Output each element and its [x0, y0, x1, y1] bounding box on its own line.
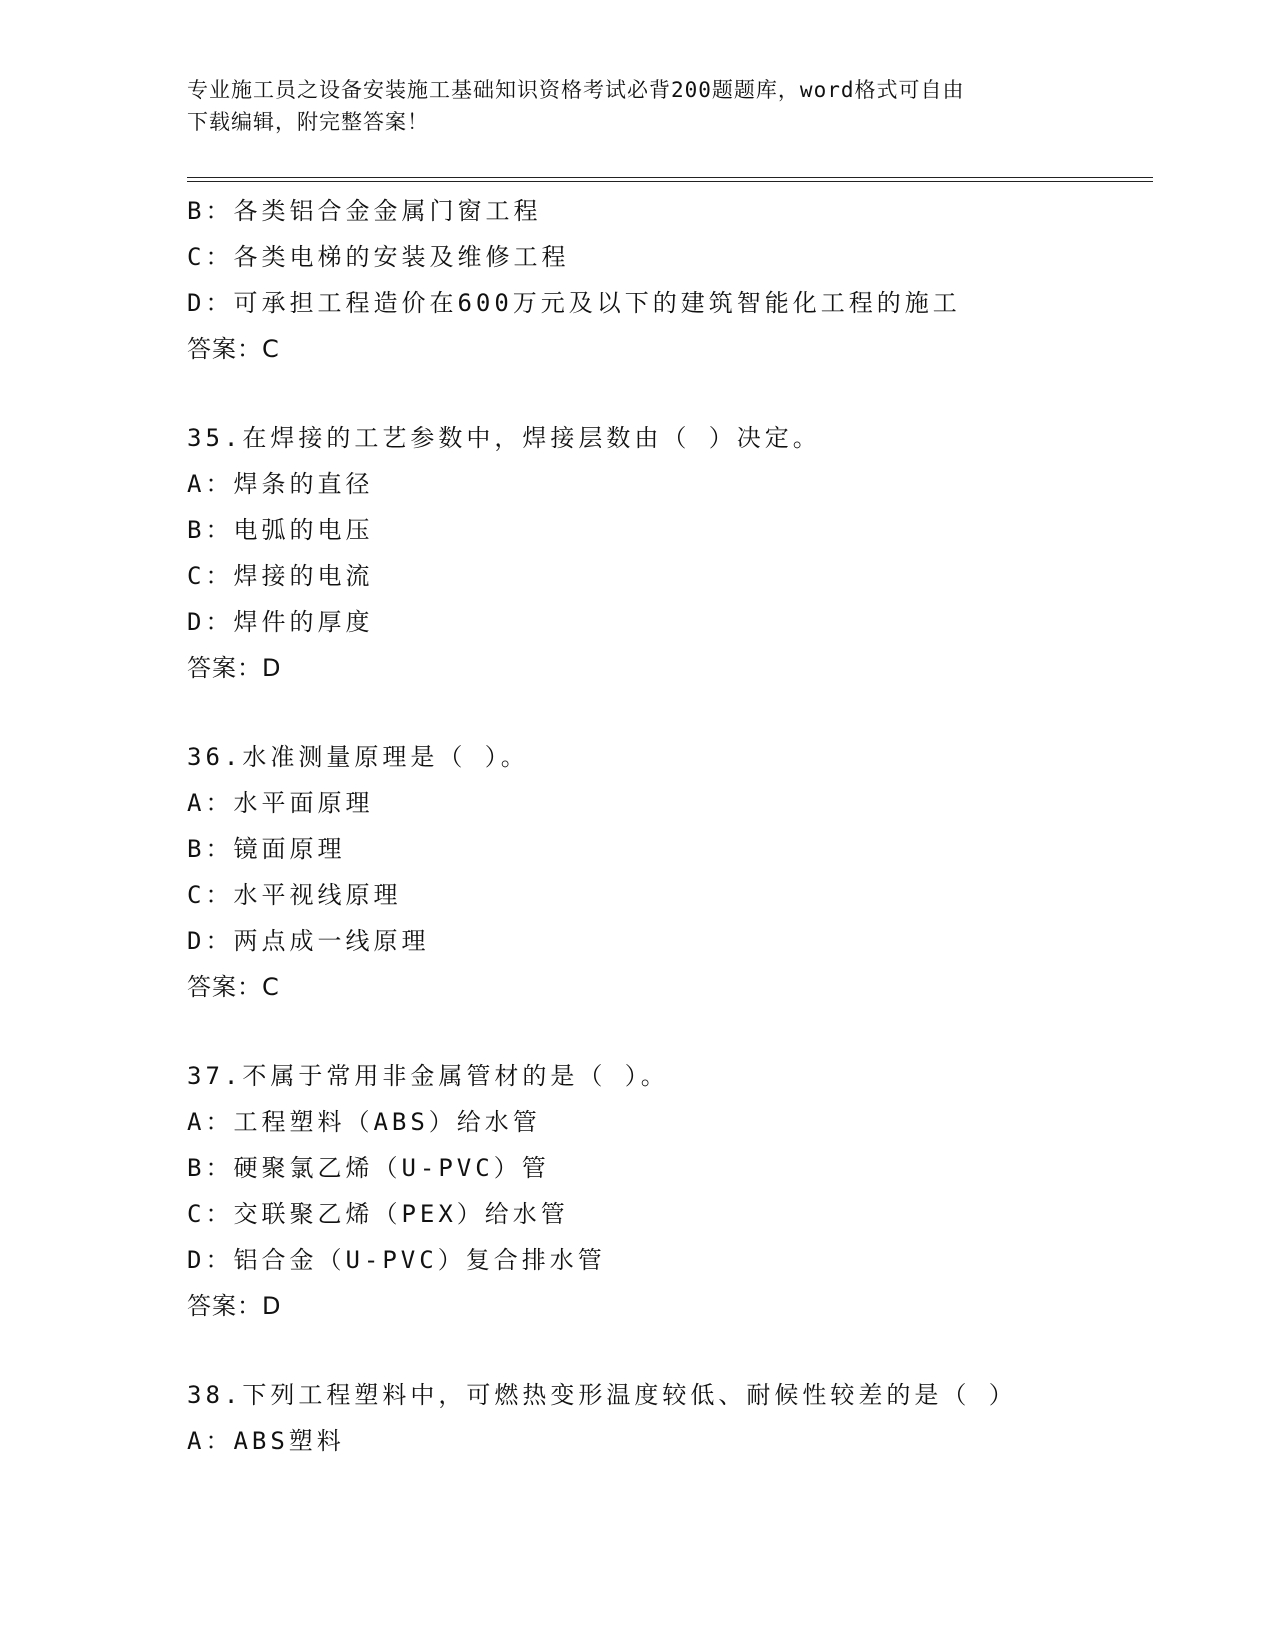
option-d: D：焊件的厚度 — [187, 608, 374, 636]
question-stem: 35.在焊接的工艺参数中，焊接层数由（ ）决定。 — [187, 424, 821, 452]
question-stem: 36.水准测量原理是（ ）。 — [187, 743, 529, 771]
header-line-2: 下载编辑，附完整答案！ — [187, 110, 429, 134]
answer: 答案：D — [187, 1292, 282, 1320]
option-d: D：铝合金（U-PVC）复合排水管 — [187, 1246, 606, 1274]
option-b: B：电弧的电压 — [187, 516, 374, 544]
answer: 答案：D — [187, 654, 282, 682]
option-b: B：各类铝合金金属门窗工程 — [187, 197, 542, 225]
option-b: B：镜面原理 — [187, 835, 346, 863]
question-stem: 37.不属于常用非金属管材的是（ ）。 — [187, 1062, 669, 1090]
document-body — [187, 188, 1153, 1464]
option-c: C：各类电梯的安装及维修工程 — [187, 243, 570, 271]
option-a: A：ABS塑料 — [187, 1427, 345, 1455]
option-b: B：硬聚氯乙烯（U-PVC）管 — [187, 1154, 550, 1182]
option-a: A：焊条的直径 — [187, 470, 374, 498]
header-line-1: 专业施工员之设备安装施工基础知识资格考试必背200题题库，word格式可自由 — [187, 78, 965, 102]
option-a: A：工程塑料（ABS）给水管 — [187, 1108, 541, 1136]
option-d: D：两点成一线原理 — [187, 927, 430, 955]
question-36 — [187, 734, 1153, 1010]
question-35 — [187, 415, 1153, 691]
question-38 — [187, 1372, 1153, 1464]
option-c: C：水平视线原理 — [187, 881, 402, 909]
question-stem: 38.下列工程塑料中，可燃热变形温度较低、耐候性较差的是（ ） — [187, 1381, 1017, 1409]
option-c: C：交联聚乙烯（PEX）给水管 — [187, 1200, 569, 1228]
header-divider-bottom — [187, 181, 1153, 182]
option-a: A：水平面原理 — [187, 789, 374, 817]
answer: 答案：C — [187, 973, 280, 1001]
document-header — [187, 74, 1067, 138]
option-c: C：焊接的电流 — [187, 562, 374, 590]
answer: 答案：C — [187, 335, 280, 363]
header-divider-top — [187, 177, 1153, 178]
question-34-continued — [187, 188, 1153, 372]
question-37 — [187, 1053, 1153, 1329]
option-d: D：可承担工程造价在600万元及以下的建筑智能化工程的施工 — [187, 289, 961, 317]
